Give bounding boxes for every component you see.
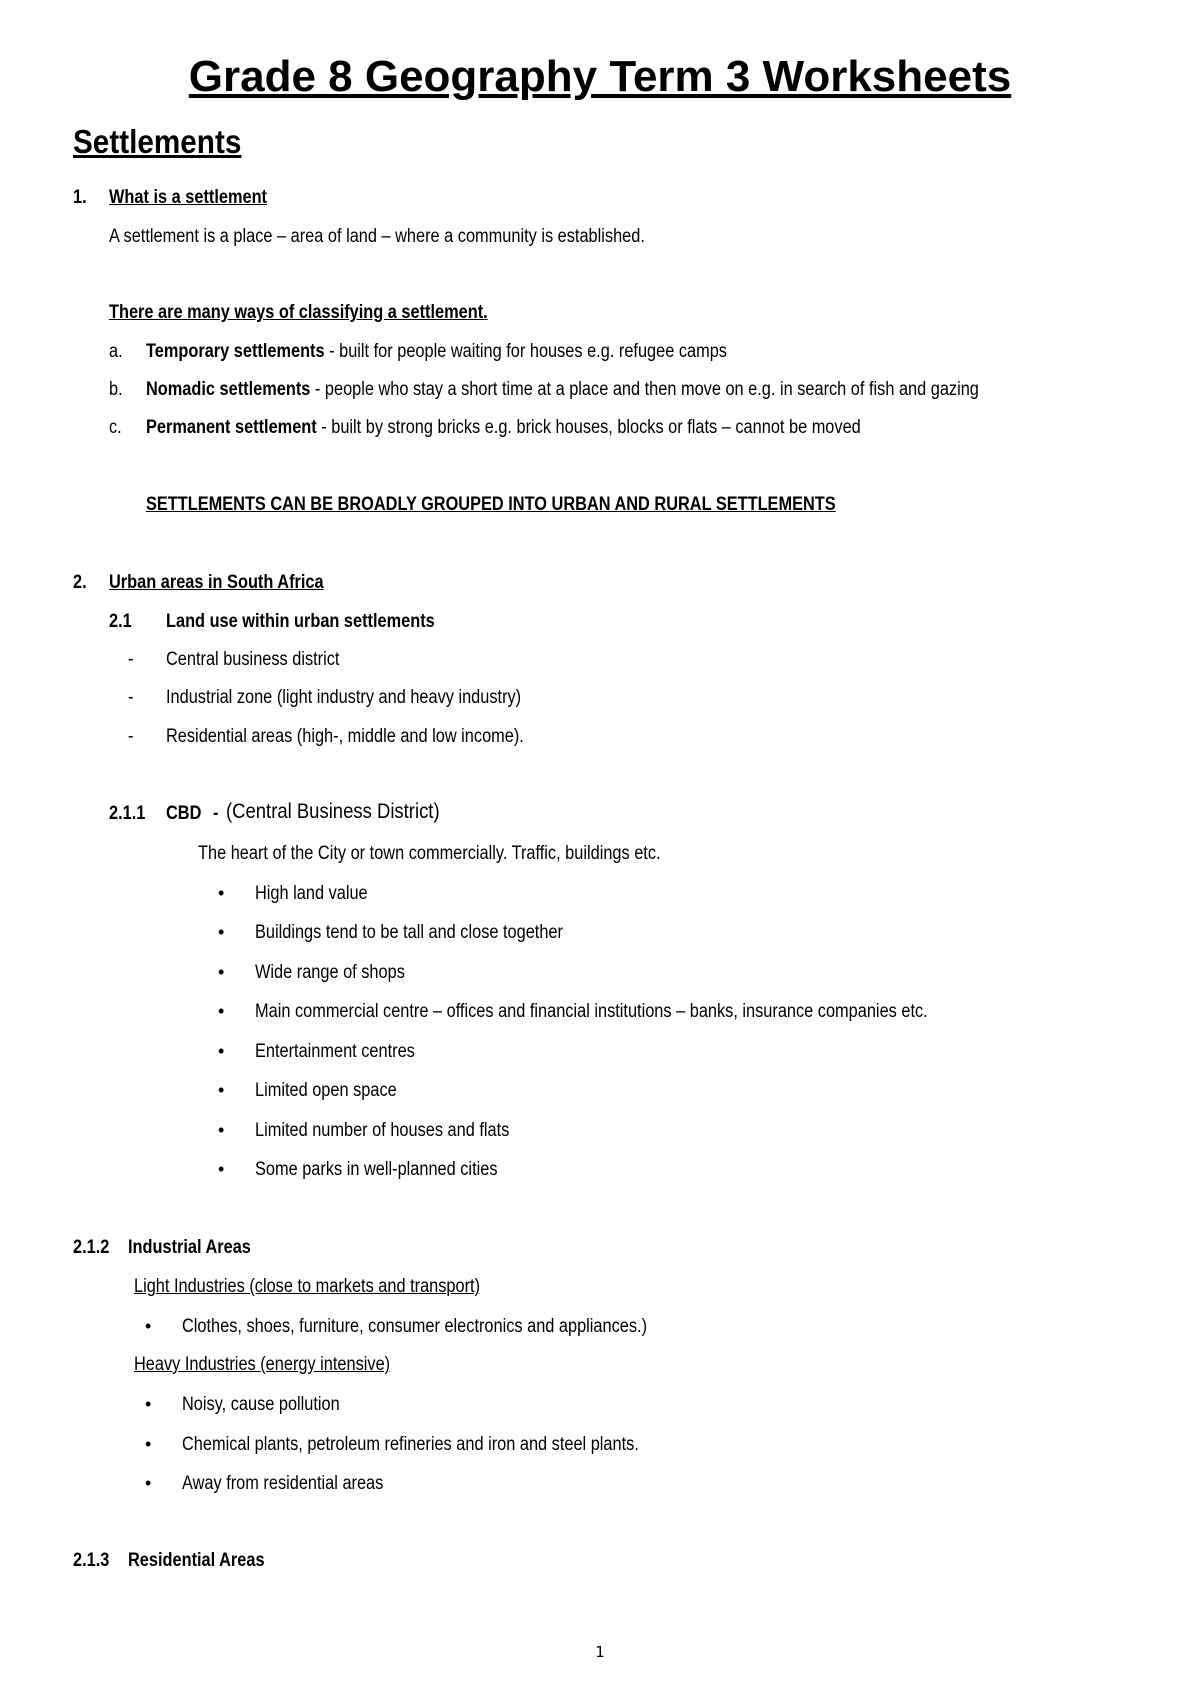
- cbd-point: Some parks in well-planned cities: [255, 1159, 498, 1180]
- bullet-icon: •: [145, 1434, 152, 1454]
- classify-desc: - built for people waiting for houses e.g. refugee camps: [324, 341, 727, 362]
- heavy-industry-point: Chemical plants, petroleum refineries and iron and steel plants.: [182, 1434, 639, 1455]
- residential-number: 2.1.3: [73, 1550, 110, 1571]
- industrial-heading: Industrial Areas: [128, 1237, 251, 1258]
- land-use-item: Residential areas (high-, middle and low income).: [166, 726, 524, 747]
- q1-heading: What is a settlement: [109, 187, 267, 208]
- land-use-dash: -: [128, 649, 134, 670]
- bullet-icon: •: [218, 1120, 225, 1140]
- light-industries-heading: Light Industries (close to markets and transport): [134, 1276, 481, 1297]
- classify-item-permanent: [146, 417, 861, 439]
- classify-marker-b: b.: [109, 379, 123, 400]
- bullet-icon: •: [218, 962, 225, 982]
- q2-sub-heading: Land use within urban settlements: [166, 611, 435, 632]
- q1-number: 1.: [73, 187, 87, 208]
- classify-marker-a: a.: [109, 341, 123, 362]
- land-use-dash: -: [128, 687, 134, 708]
- bullet-icon: •: [218, 1159, 225, 1179]
- cbd-point: Wide range of shops: [255, 962, 405, 983]
- classify-desc: - people who stay a short time at a place and then move on e.g. in search of fish and gazing: [310, 379, 979, 400]
- cbd-point: Main commercial centre – offices and financial institutions – banks, insurance companies etc.: [255, 1001, 928, 1022]
- bullet-icon: •: [218, 922, 225, 942]
- grouped-note: SETTLEMENTS CAN BE BROADLY GROUPED INTO URBAN AND RURAL SETTLEMENTS: [146, 494, 836, 515]
- bullet-icon: •: [145, 1473, 152, 1493]
- land-use-dash: -: [128, 726, 134, 747]
- section-title: Settlements: [73, 123, 242, 160]
- bullet-icon: •: [218, 1080, 225, 1100]
- q2-number: 2.: [73, 572, 87, 593]
- cbd-point: Limited open space: [255, 1080, 397, 1101]
- cbd-full-name: (Central Business District): [226, 800, 440, 823]
- classify-desc: - built by strong bricks e.g. brick houses, blocks or flats – cannot be moved: [316, 417, 861, 438]
- classify-term: Temporary settlements: [146, 341, 325, 362]
- heavy-industry-point: Away from residential areas: [182, 1473, 384, 1494]
- q2-heading: Urban areas in South Africa: [109, 572, 324, 593]
- bullet-icon: •: [218, 883, 225, 903]
- page-title: Grade 8 Geography Term 3 Worksheets: [188, 52, 1012, 101]
- heavy-industry-point: Noisy, cause pollution: [182, 1394, 340, 1415]
- classify-item-temporary: [146, 341, 727, 363]
- light-industry-point: Clothes, shoes, furniture, consumer electronics and appliances.): [182, 1316, 648, 1337]
- cbd-label: CBD: [166, 803, 202, 824]
- bullet-icon: •: [145, 1394, 152, 1414]
- classify-heading: There are many ways of classifying a settlement.: [109, 302, 488, 323]
- classify-marker-c: c.: [109, 417, 122, 438]
- bullet-icon: •: [145, 1316, 152, 1336]
- cbd-intro: The heart of the City or town commercially. Traffic, buildings etc.: [198, 843, 661, 864]
- cbd-point: High land value: [255, 883, 368, 904]
- land-use-item: Central business district: [166, 649, 340, 670]
- classify-term: Permanent settlement: [146, 417, 317, 438]
- cbd-point: Limited number of houses and flats: [255, 1120, 510, 1141]
- cbd-point: Entertainment centres: [255, 1041, 415, 1062]
- classify-term: Nomadic settlements: [146, 379, 311, 400]
- q2-sub-number: 2.1: [109, 611, 132, 632]
- bullet-icon: •: [218, 1001, 225, 1021]
- cbd-dash: -: [213, 803, 219, 824]
- q1-definition: A settlement is a place – area of land – where a community is established.: [109, 226, 645, 247]
- heavy-industries-heading: Heavy Industries (energy intensive): [134, 1354, 391, 1375]
- residential-heading: Residential Areas: [128, 1550, 265, 1571]
- bullet-icon: •: [218, 1041, 225, 1061]
- page-number: 1: [595, 1643, 605, 1661]
- cbd-point: Buildings tend to be tall and close together: [255, 922, 563, 943]
- classify-item-nomadic: [146, 379, 979, 401]
- cbd-number: 2.1.1: [109, 803, 146, 824]
- industrial-number: 2.1.2: [73, 1237, 110, 1258]
- land-use-item: Industrial zone (light industry and heavy industry): [166, 687, 522, 708]
